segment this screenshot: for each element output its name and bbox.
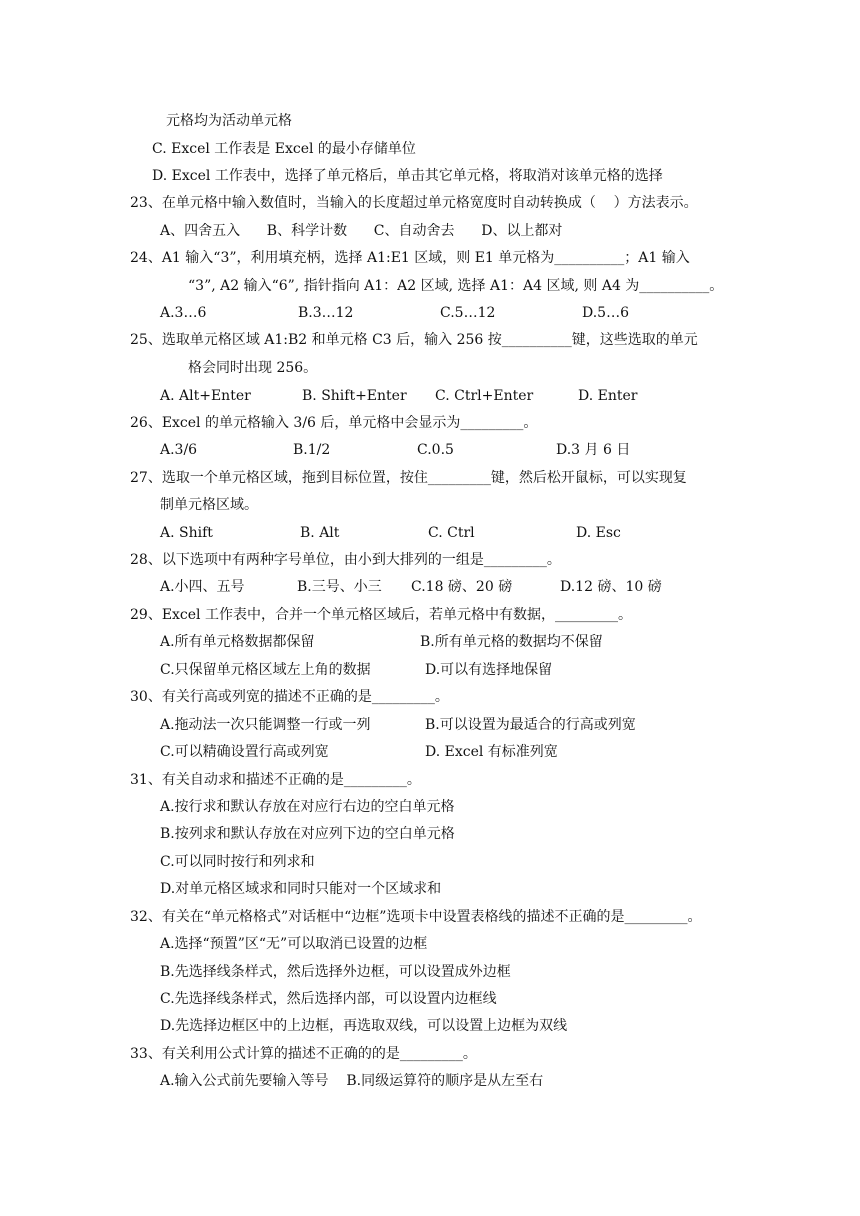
question-23: 23、在单元格中输入数值时，当输入的长度超过单元格宽度时自动转换成（ ）方法表示。	[130, 195, 698, 211]
option-c: C.0.5	[417, 442, 454, 458]
option-b: B.按列求和默认存放在对应列下边的空白单元格	[160, 826, 455, 842]
question-31: 31、有关自动求和描述不正确的是_________。	[130, 772, 421, 788]
option-a: A.所有单元格数据都保留	[160, 634, 315, 650]
question-28: 28、以下选项中有两种字号单位，由小到大排列的一组是_________。	[130, 552, 561, 568]
option-d: D.先选择边框区中的上边框，再选取双线，可以设置上边框为双线	[160, 1018, 568, 1034]
question-33-options: A.输入公式前先要输入等号 B.同级运算符的顺序是从左至右	[160, 1073, 544, 1089]
option-c: C.只保留单元格区域左上角的数据	[160, 662, 371, 678]
question-25: 25、选取单元格区域 A1:B2 和单元格 C3 后，输入 256 按__________键，这些选取的单元	[130, 332, 698, 348]
option-b: B.先选择线条样式，然后选择外边框，可以设置成外边框	[160, 964, 511, 980]
question-33: 33、有关利用公式计算的描述不正确的的是_________。	[130, 1046, 477, 1062]
option-c: C. Ctrl	[428, 525, 475, 541]
option-b: B.3…12	[298, 305, 354, 321]
question-30: 30、有关行高或列宽的描述不正确的是_________。	[130, 689, 449, 705]
option-d: D.可以有选择地保留	[425, 662, 553, 678]
question-27: 27、选取一个单元格区域，拖到目标位置，按住_________键，然后松开鼠标，可以实现复	[130, 470, 687, 486]
option-a: A.3…6	[160, 305, 207, 321]
question-27-cont: 制单元格区域。	[160, 497, 258, 513]
option-b: B.所有单元格的数据均不保留	[420, 634, 603, 650]
text-line: D. Excel 工作表中，选择了单元格后，单击其它单元格，将取消对该单元格的选择	[152, 168, 663, 184]
option-a: A.拖动法一次只能调整一行或一列	[160, 717, 371, 733]
option-c: C.5…12	[440, 305, 496, 321]
option-c: C.先选择线条样式，然后选择内部，可以设置内边框线	[160, 991, 497, 1007]
text-line: C. Excel 工作表是 Excel 的最小存储单位	[152, 141, 416, 157]
option-c: C.18 磅、20 磅	[411, 579, 513, 595]
option-a: A.选择“预置”区“无”可以取消已设置的边框	[160, 936, 428, 952]
option-c: C. Ctrl+Enter	[435, 388, 534, 404]
option-a: A. Alt+Enter	[160, 388, 251, 404]
option-b: B.可以设置为最适合的行高或列宽	[425, 717, 636, 733]
question-25-cont: 格会同时出现 256。	[188, 360, 318, 376]
option-a: A.按行求和默认存放在对应行右边的空白单元格	[160, 799, 455, 815]
option-d: D.5…6	[582, 305, 629, 321]
option-a: A.3/6	[160, 442, 198, 458]
option-d: D. Esc	[576, 525, 621, 541]
question-24-cont: “3”, A2 输入“6”, 指针指向 A1：A2 区域, 选择 A1：A4 区域, 则 A4 为__________。	[188, 278, 724, 294]
question-26: 26、Excel 的单元格输入 3/6 后，单元格中会显示为_________。	[130, 415, 538, 431]
option-b: B.1/2	[293, 442, 331, 458]
option-d: D.3 月 6 日	[556, 442, 631, 458]
option-b: B. Shift+Enter	[302, 388, 407, 404]
option-a: A.小四、五号	[160, 579, 245, 595]
option-d: D. Excel 有标准列宽	[425, 744, 558, 760]
text-line: 元格均为活动单元格	[166, 113, 292, 129]
option-b: B. Alt	[300, 525, 340, 541]
option-c: C.可以精确设置行高或列宽	[160, 744, 329, 760]
option-d: D.对单元格区域求和同时只能对一个区域求和	[160, 881, 442, 897]
option-c: C.可以同时按行和列求和	[160, 854, 315, 870]
question-23-options: A、四舍五入 B、科学计数 C、自动舍去 D、以上都对	[160, 223, 563, 239]
option-b: B.三号、小三	[297, 579, 382, 595]
question-29: 29、Excel 工作表中，合并一个单元格区域后，若单元格中有数据，_________。	[130, 607, 632, 623]
option-d: D.12 磅、10 磅	[560, 579, 662, 595]
option-d: D. Enter	[578, 388, 638, 404]
question-24: 24、A1 输入“3”，利用填充柄，选择 A1:E1 区域，则 E1 单元格为__________；A1 输入	[130, 250, 690, 266]
option-a: A. Shift	[160, 525, 213, 541]
question-32: 32、有关在“单元格格式”对话框中“边框”选项卡中设置表格线的描述不正确的是_________。	[130, 909, 702, 925]
